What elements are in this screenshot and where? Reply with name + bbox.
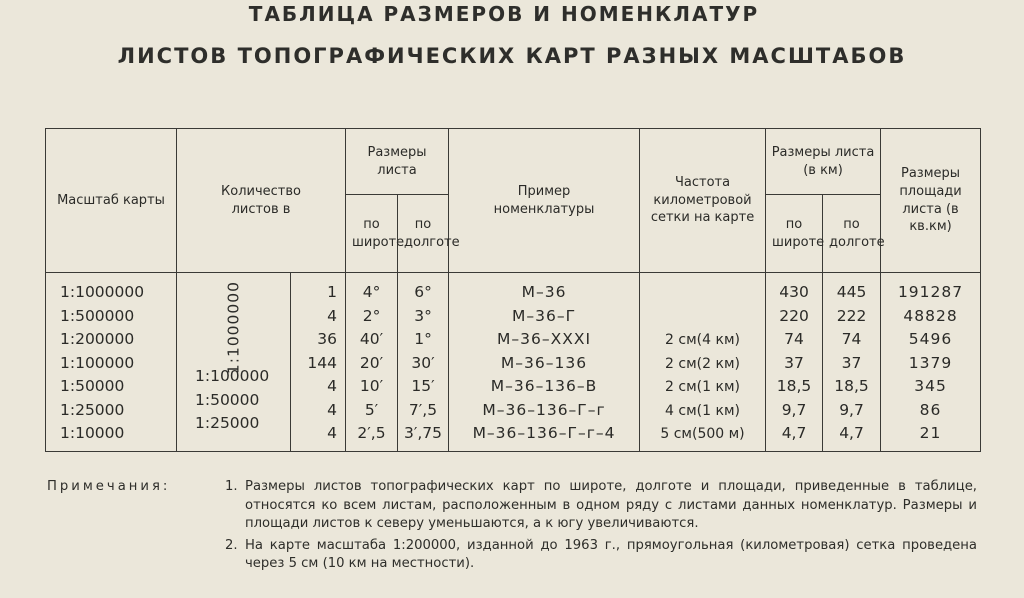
notes-section (47, 478, 977, 574)
nomenclature-cell: М–36–136 (500, 353, 588, 372)
note-1-text: Размеры листов топографических карт по широте, долготе и площади, приведенные в таблице, относятся ко всем листам, расположенным в одном ряду с листами данных номенклатур. Размеры и площади листов к северу уменьшаются, а к югу увеличиваются. (245, 479, 977, 531)
lon-cell: 6° (414, 283, 432, 301)
area-cell: 21 (919, 424, 942, 442)
header-scale: Масштаб карты (46, 129, 177, 273)
lon-cell: 30′ (411, 353, 435, 372)
note-2-text: На карте масштаба 1:200000, изданной до 1963 г., прямоугольная (километровая) сетка проведена через 5 см (10 км на местности). (245, 537, 977, 571)
km-lon-cell: 9,7 (839, 400, 864, 419)
nomenclature-cell: М–36–136–В (490, 377, 598, 395)
header-size-km: Размеры листа (в км) (766, 129, 881, 195)
lat-cell: 4° (362, 283, 381, 301)
km-lat-cell: 220 (779, 306, 809, 325)
lon-cell: 3′,75 (404, 424, 443, 442)
grid-cell: 4 см(1 км) (665, 402, 740, 419)
count-cell: 4 (327, 400, 338, 419)
header-sheet-size: Размеры листа (346, 129, 449, 195)
km-lon-cell: 74 (841, 330, 862, 348)
lat-cell: 5′ (364, 400, 379, 419)
sheet-in-column (177, 273, 291, 452)
area-cell: 345 (914, 377, 947, 395)
count-cell: 4 (327, 424, 338, 442)
km-lat-cell: 4,7 (781, 424, 807, 442)
lon-column (398, 273, 449, 452)
header-grid: Частота километровой сетки на карте (640, 129, 766, 273)
lat-cell: 40′ (359, 330, 384, 348)
notes-label: Примечания: (47, 479, 171, 494)
header-km-lat: по широте (766, 195, 823, 273)
header-by-lon: по долготе (398, 195, 449, 273)
sheet-in-cell: 1:100000 (195, 367, 270, 385)
header-by-lat: по широте (346, 195, 398, 273)
header-area: Размеры площади листа (в кв.км) (881, 129, 981, 273)
sheet-in-cell: 1:25000 (195, 414, 260, 432)
area-cell: 86 (919, 400, 942, 419)
scale-cell: 1:200000 (60, 330, 135, 348)
grid-cell: 2 см(4 км) (665, 332, 740, 348)
area-cell: 5496 (908, 330, 953, 348)
title-line-2: ЛИСТОВ ТОПОГРАФИЧЕСКИХ КАРТ РАЗНЫХ МАСШТАБОВ (117, 44, 907, 68)
count-column (291, 273, 346, 452)
scale-cell: 1:500000 (60, 306, 135, 325)
km-lon-cell: 4,7 (839, 424, 864, 442)
km-lon-cell: 37 (841, 353, 862, 372)
scale-cell: 1:1000000 (60, 283, 145, 301)
km-lat-column (766, 273, 823, 452)
note-2-number: 2. (225, 537, 238, 553)
header-example: Пример номенклатуры (449, 129, 640, 273)
count-cell: 4 (327, 377, 338, 395)
nomenclature-cell: М–36–Г (511, 306, 577, 325)
lon-cell: 3° (414, 306, 432, 325)
header-sheet-count: Количество листов в (177, 129, 346, 273)
title-line-1: ТАБЛИЦА РАЗМЕРОВ И НОМЕНКЛАТУР (248, 2, 760, 26)
scale-cell: 1:25000 (60, 400, 125, 419)
area-cell: 48828 (903, 306, 958, 325)
nomenclature-column (449, 273, 640, 452)
scale-cell: 1:50000 (60, 377, 125, 395)
lon-cell: 15′ (411, 377, 435, 395)
grid-cell: 2 см(1 км) (665, 379, 740, 395)
km-lat-cell: 9,7 (781, 400, 807, 419)
count-cell: 1 (327, 283, 338, 301)
area-column (881, 273, 981, 452)
nomenclature-cell: М–36–136–Г–г–4 (472, 424, 616, 442)
lon-cell: 7′,5 (408, 400, 438, 419)
scale-column (46, 273, 177, 452)
lat-cell: 10′ (359, 377, 384, 395)
nomenclature-cell: М–36–136–Г–г (482, 400, 606, 419)
km-lon-column (823, 273, 881, 452)
scale-cell: 1:10000 (60, 424, 125, 442)
vertical-scale-label: 1:1000000 (224, 281, 243, 375)
nomenclature-cell: М–36 (521, 283, 567, 301)
area-cell: 191287 (897, 283, 964, 301)
km-lat-cell: 37 (784, 353, 804, 372)
km-lon-cell: 18,5 (834, 377, 869, 395)
nomenclature-cell: М–36–XXXI (497, 330, 592, 348)
count-cell: 4 (327, 306, 338, 325)
grid-cell: 5 см(500 м) (660, 426, 745, 442)
km-lat-cell: 430 (779, 283, 809, 301)
grid-cell: 2 см(2 км) (665, 355, 740, 372)
count-cell: 36 (317, 330, 338, 348)
header-km-lon: по долготе (823, 195, 881, 273)
km-lon-cell: 445 (836, 283, 867, 301)
lat-cell: 2° (362, 306, 381, 325)
note-1-number: 1. (225, 479, 238, 494)
km-lon-cell: 222 (836, 306, 867, 325)
count-cell: 144 (307, 353, 338, 372)
km-lat-cell: 74 (784, 330, 804, 348)
sheet-in-cell: 1:50000 (195, 390, 260, 409)
area-cell: 1379 (908, 353, 953, 372)
notes-spacer (47, 537, 225, 574)
lat-column (346, 273, 398, 452)
grid-column (640, 273, 766, 452)
lat-cell: 2′,5 (357, 424, 386, 442)
km-lat-cell: 18,5 (776, 377, 812, 395)
sizes-table (45, 128, 981, 452)
lat-cell: 20′ (359, 353, 384, 372)
scale-cell: 1:100000 (60, 353, 135, 372)
lon-cell: 1° (414, 330, 432, 348)
